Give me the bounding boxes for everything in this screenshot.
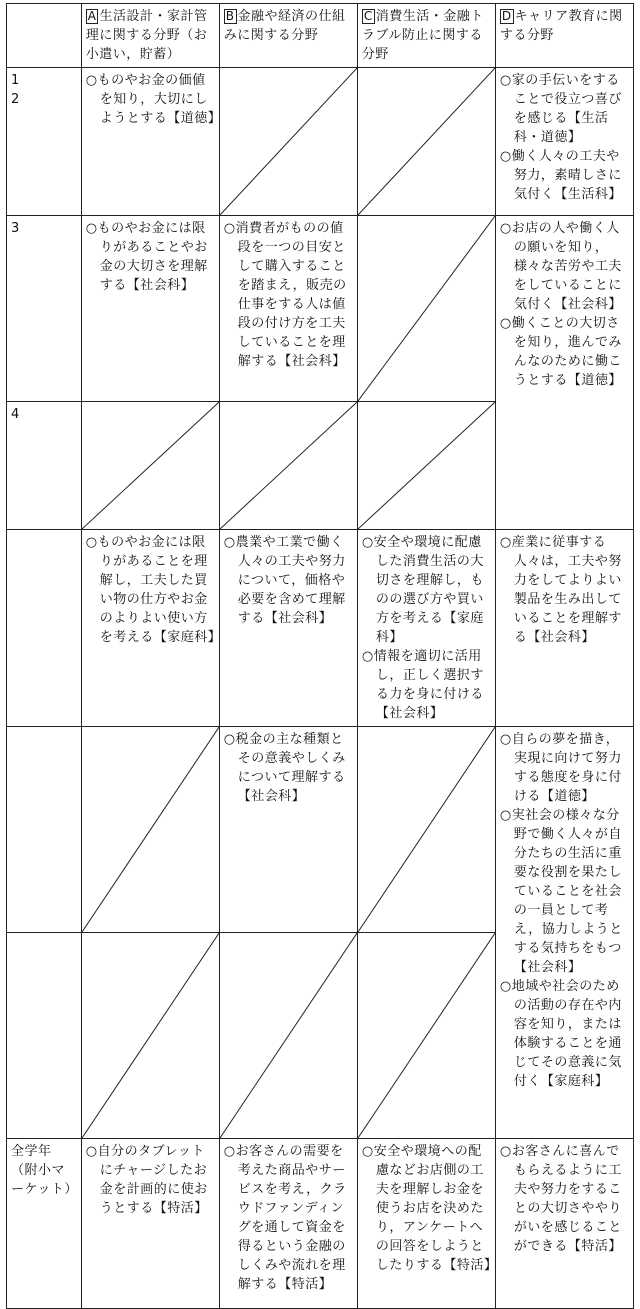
cell-g6b-b-empty: [219, 933, 357, 1139]
cell-g3-a: [81, 216, 219, 402]
list-item: ○農業や工業で働く人々の工夫や努力について，価格や必要を含めて理解する【社会科】: [223, 535, 346, 626]
cell-all-d: [495, 1139, 633, 1309]
cell-all-b: [219, 1139, 357, 1309]
row-grade-1-2: [7, 68, 634, 216]
header-d-text: キャリア教育に関する分野: [499, 9, 623, 43]
list-item: ○税金の主な種類とその意義やしくみについて理解する【社会科】: [223, 732, 346, 804]
grade-1-2-cell: [7, 68, 82, 216]
grade-4-cell: [7, 402, 82, 530]
list-item: ○家の手伝いをすることで役立つ喜びを感じる【生活科・道徳】: [499, 73, 622, 145]
header-a: [81, 4, 219, 68]
curriculum-table: [6, 3, 634, 1309]
cell-g12-b-empty: [219, 68, 357, 216]
cell-g5-d: [495, 530, 633, 727]
cell-g12-a: [81, 68, 222, 216]
grade-label-2: 2: [11, 92, 20, 107]
header-c-letter: C: [363, 9, 373, 23]
grade-6b-cell: [7, 933, 82, 1139]
cell-g12-d: [495, 68, 633, 216]
list-item: ○お客さんの需要を考えた商品やサービスを考え，クラウドファンディングを通して資金を得るという金融のしくみや流れを理解する【特活】: [223, 1144, 347, 1292]
list-item: ○情報を適切に活用し，正しく選択する力を身に付ける【社会科】: [361, 649, 484, 721]
list-item: ○実社会の様々な分野で働く人々が自分たちの生活に重要な役割を果たしていることを社会の一員として考え，協力しようとする気持ちをもつ【社会科】: [499, 808, 623, 975]
header-c-text: 消費生活・金融トラブル防止に関する分野: [361, 9, 484, 62]
cell-g4-b-empty: [219, 402, 357, 530]
list-item: ○ものやお金の価値を知り，大切にしようとする【道徳】: [85, 73, 222, 126]
row-grade-6a: [7, 727, 634, 933]
header-b-text: 金融や経済の仕組みに関する分野: [223, 9, 346, 43]
row-grade-5: [7, 530, 634, 727]
cell-g6a-c-empty: [357, 727, 495, 933]
list-item: ○安全や環境への配慮などお店側の工夫を理解しお金を使うお店を決めたり，アンケートへの回答をしようとしたりする【特活】: [361, 1144, 498, 1273]
grade-3-cell: [7, 216, 82, 402]
grade-label-1: 1: [11, 73, 20, 88]
header-a-letter: A: [87, 9, 97, 23]
list-item: ○消費者がものの値段を一つの目安として購入することを踏まえ，販売の仕事をする人は値段の付け方を工夫していることを理解する【社会科】: [223, 221, 347, 369]
list-item: ○地域や社会のための活動の存在や内容を知り，または体験することを通じてその意義に気付く【家庭科】: [499, 979, 622, 1089]
grade-label-4: 4: [11, 407, 20, 422]
cell-g3-b: [219, 216, 357, 402]
cell-all-a: [81, 1139, 219, 1309]
cell-g5-b: [219, 530, 357, 727]
grade-5-cell: [7, 530, 82, 727]
cell-g6a-b: [219, 727, 357, 933]
grade-header-cell: [7, 4, 82, 68]
list-item: ○働く人々の工夫や努力，素晴しさに気付く【生活科】: [499, 149, 622, 202]
header-c: [357, 4, 495, 68]
header-b: [219, 4, 357, 68]
list-item: ○ものやお金には限りがあることやお金の大切さを理解する【社会科】: [85, 221, 208, 293]
cell-g5-a: [81, 530, 222, 727]
list-item: ○安全や環境に配慮した消費生活の大切さを理解し，ものの選び方や買い方を考える【家庭科】: [361, 535, 484, 645]
row-grade-3: [7, 216, 634, 402]
cell-g4-c-empty: [357, 402, 495, 530]
header-a-text: 生活設計・家計管理に関する分野（お小遣い，貯蓄）: [85, 9, 208, 62]
list-item: ○お店の人や働く人の願いを知り，様々な苦労や工夫をしていることに気付く【社会科】: [499, 221, 622, 312]
list-item: ○自らの夢を描き，実現に向けて努力する態度を身に付ける【道徳】: [499, 732, 622, 804]
list-item: ○自分のタブレットにチャージしたお金を計画的に使おうとする【特活】: [85, 1144, 208, 1216]
row-all-grades: [7, 1139, 634, 1309]
grade-all-cell: [7, 1139, 82, 1309]
cell-g6b-c-empty: [357, 933, 495, 1139]
cell-g3-c-empty: [357, 216, 495, 402]
grade-label-all: 全学年（附小マーケット）: [11, 1144, 78, 1197]
list-item: ○ものやお金には限りがあることを理解し，工夫した買い物の仕方やお金のよりよい使い方を考える【家庭科】: [85, 535, 222, 645]
cell-g6b-a-empty: [81, 933, 219, 1139]
cell-all-c: [357, 1139, 498, 1309]
list-item: ○働くことの大切さを知り，進んでみんなのために働こうとする【道徳】: [499, 316, 622, 388]
list-item: ○産業に従事する人々は，工夫や努力をしてよりよい製品を生み出していることを理解する【社会科】: [499, 535, 622, 645]
cell-g12-c-empty: [357, 68, 495, 216]
cell-g6a-a-empty: [81, 727, 219, 933]
header-row: [7, 4, 634, 68]
grade-6a-cell: [7, 727, 82, 933]
header-b-letter: B: [225, 9, 235, 23]
grade-label-3: 3: [11, 221, 20, 236]
cell-g6-d: [495, 727, 633, 1139]
header-d-letter: D: [501, 9, 512, 23]
header-d: [495, 4, 633, 68]
cell-g34-d: [495, 216, 633, 530]
cell-g5-c: [357, 530, 495, 727]
list-item: ○お客さんに喜んでもらえるように工夫や努力をすることの大切さややりがいを感じることができる【特活】: [499, 1144, 622, 1254]
cell-g4-a-empty: [81, 402, 219, 530]
